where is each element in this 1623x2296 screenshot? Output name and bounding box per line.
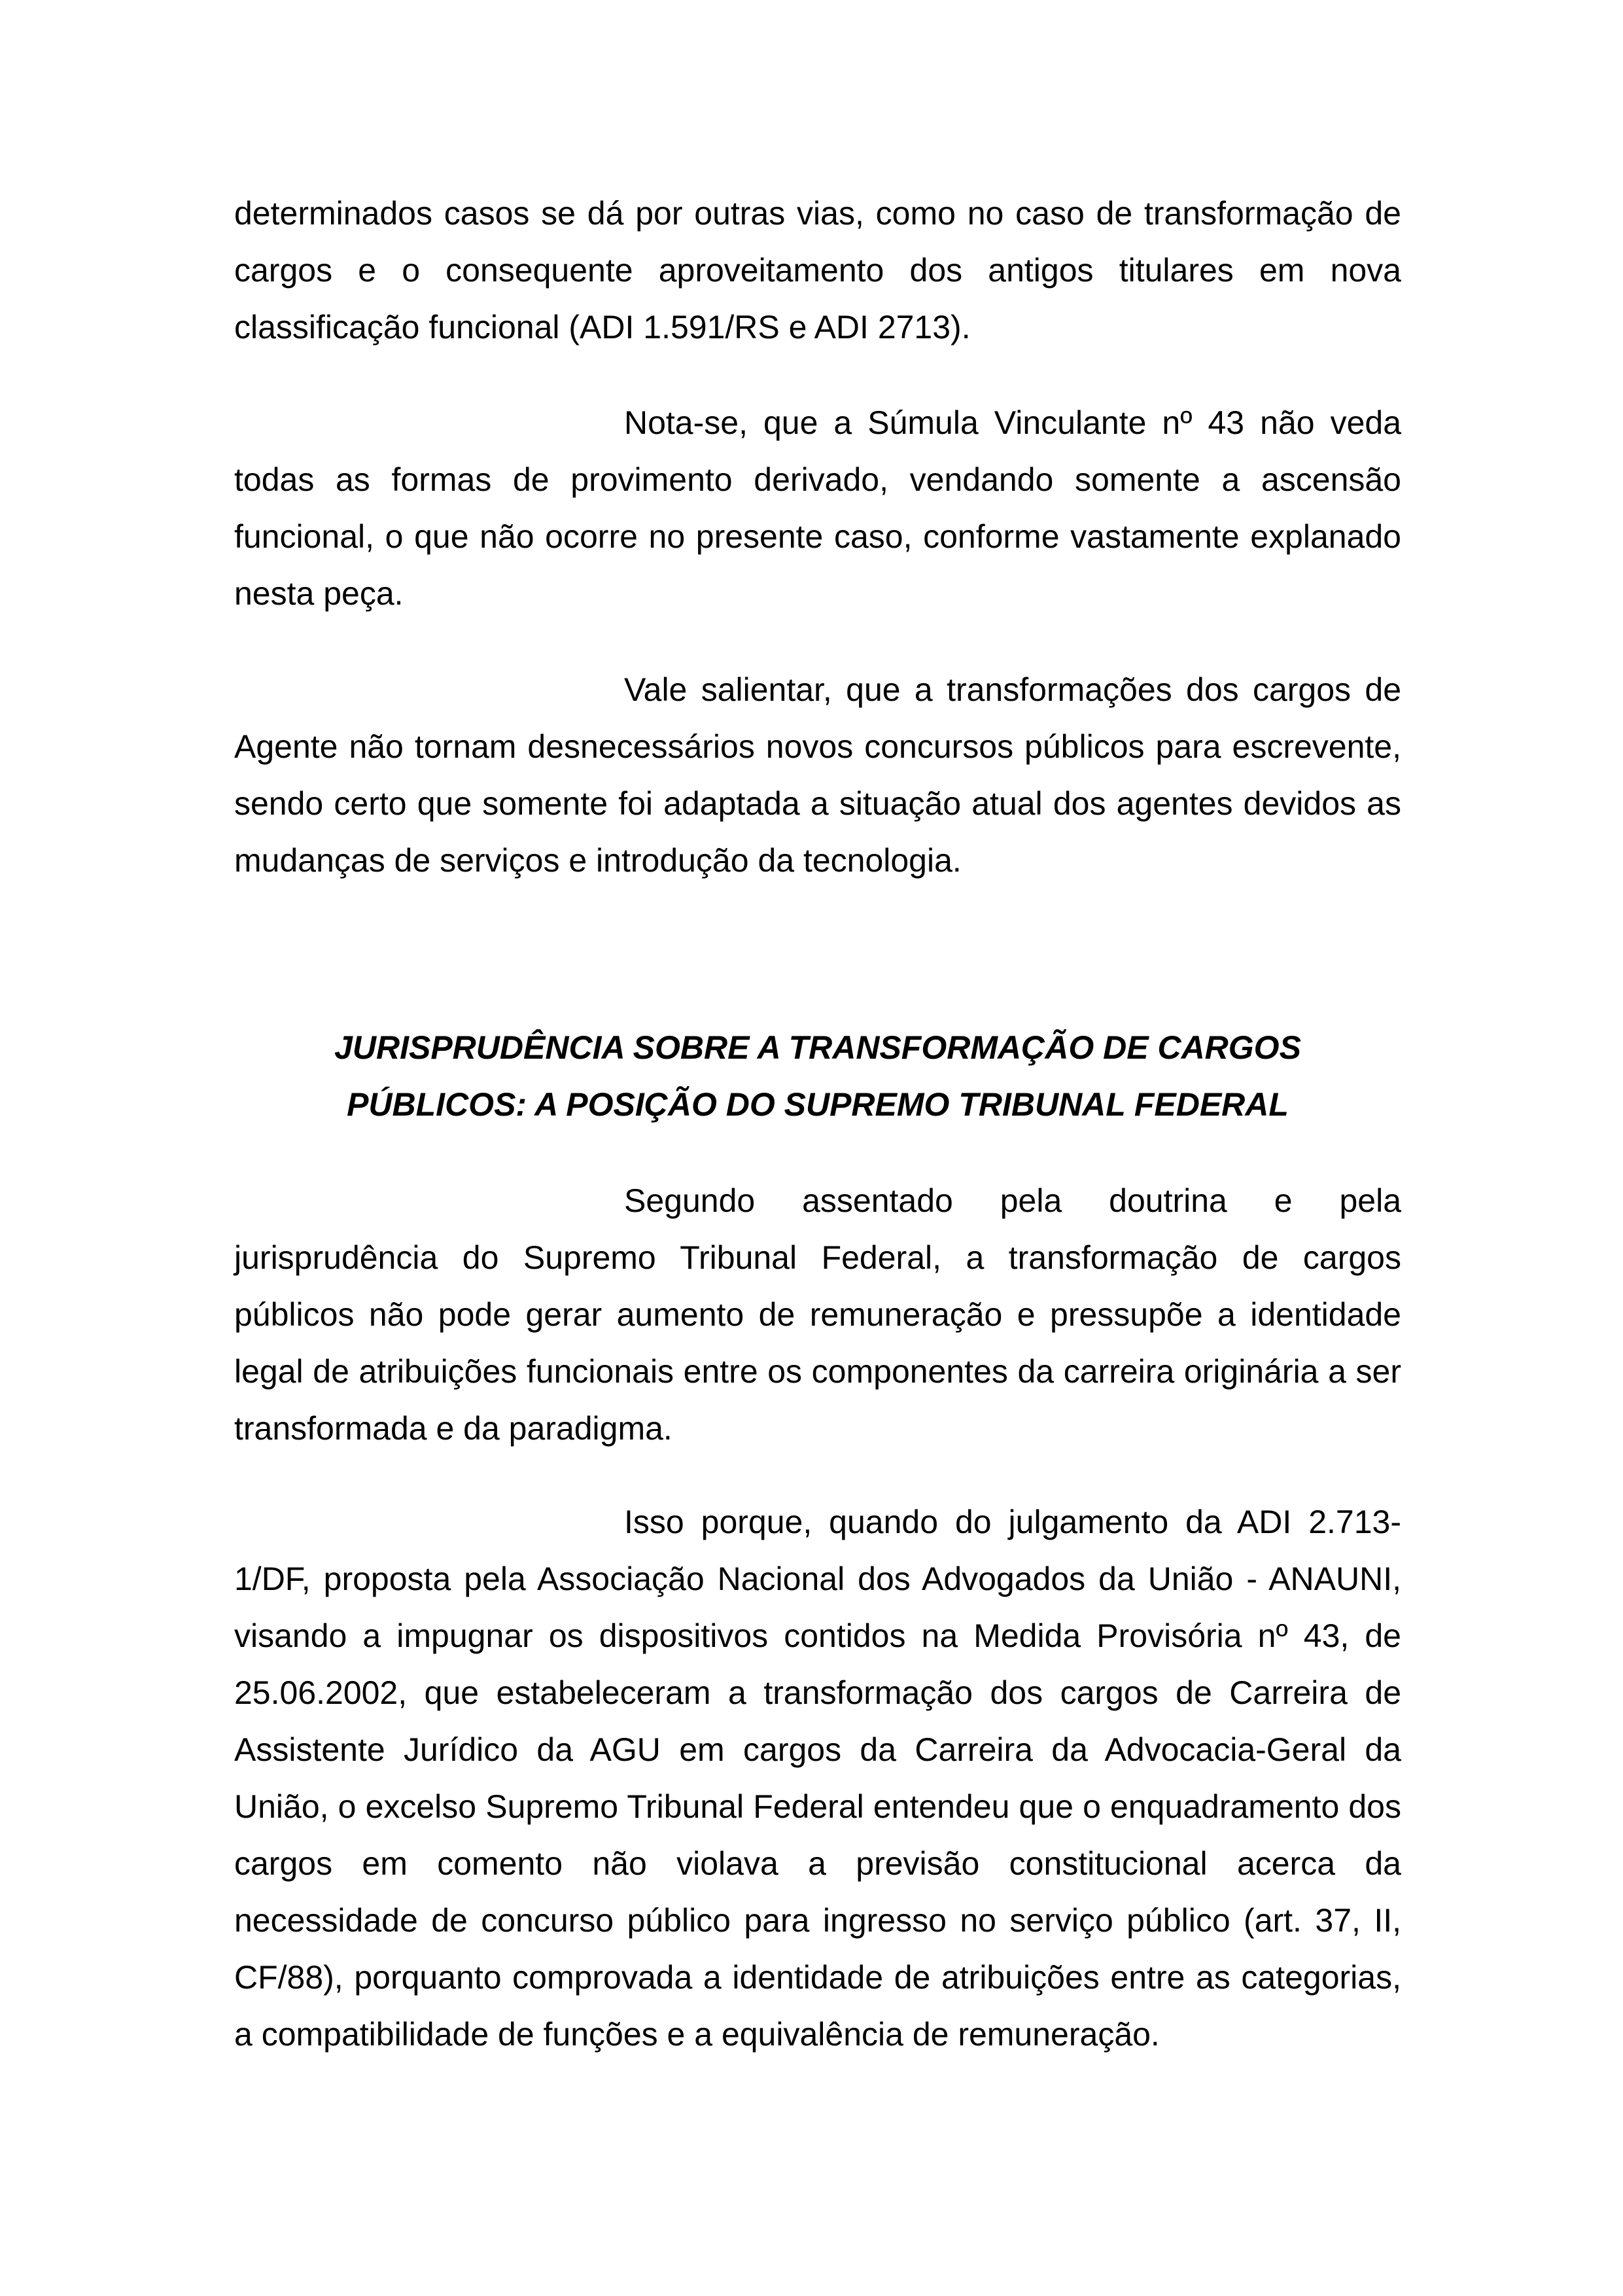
paragraph-doutrina-jurisprudencia: Segundo assentado pela doutrina e pela jurisprudência do Supremo Tribunal Federal, a transformação de cargos públicos não pode gerar aumento de remuneração e pressupõe a identidade legal de atribuições funcionais entre os componentes da carreira originária a ser transformada e da paradigma. — [234, 1182, 1401, 1447]
section-heading-line-1: JURISPRUDÊNCIA SOBRE A TRANSFORMAÇÃO DE CARGOS — [334, 1029, 1301, 1066]
section-heading — [234, 1019, 1401, 1133]
paragraph-transformacao-cargos: determinados casos se dá por outras vias, como no caso de transformação de cargos e o consequente aproveitamento dos antigos titulares em nova classificação funcional (ADI 1.591/RS e ADI 2713). — [234, 195, 1401, 345]
paragraph-sumula-vinculante: Nota-se, que a Súmula Vinculante nº 43 não veda todas as formas de provimento derivado, vendando somente a ascensão funcional, o que não ocorre no presente caso, conforme vastamente explanado nesta peça. — [234, 404, 1401, 612]
paragraph-adi-2713: Isso porque, quando do julgamento da ADI 2.713-1/DF, proposta pela Associação Nacional dos Advogados da União - ANAUNI, visando a impugnar os dispositivos contidos na Medida Provisória nº 43, de 25.06.2002, que estabeleceram a transformação dos cargos de Carreira de Assistente Jurídico da AGU em cargos da Carreira da Advocacia-Geral da União, o excelso Supremo Tribunal Federal entendeu que o enquadramento dos cargos em comento não violava a previsão constitucional acerca da necessidade de concurso público para ingresso no serviço público (art. 37, II, CF/88), porquanto comprovada a identidade de atribuições entre as categorias, a compatibilidade de funções e a equivalência de remuneração. — [234, 1504, 1401, 2053]
section-heading-line-2: PÚBLICOS: A POSIÇÃO DO SUPREMO TRIBUNAL FEDERAL — [347, 1086, 1289, 1123]
paragraph-agente-concursos: Vale salientar, que a transformações dos cargos de Agente não tornam desnecessários novos concursos públicos para escrevente, sendo certo que somente foi adaptada a situação atual dos agentes devidos as mudanças de serviços e introdução da tecnologia. — [234, 671, 1401, 879]
